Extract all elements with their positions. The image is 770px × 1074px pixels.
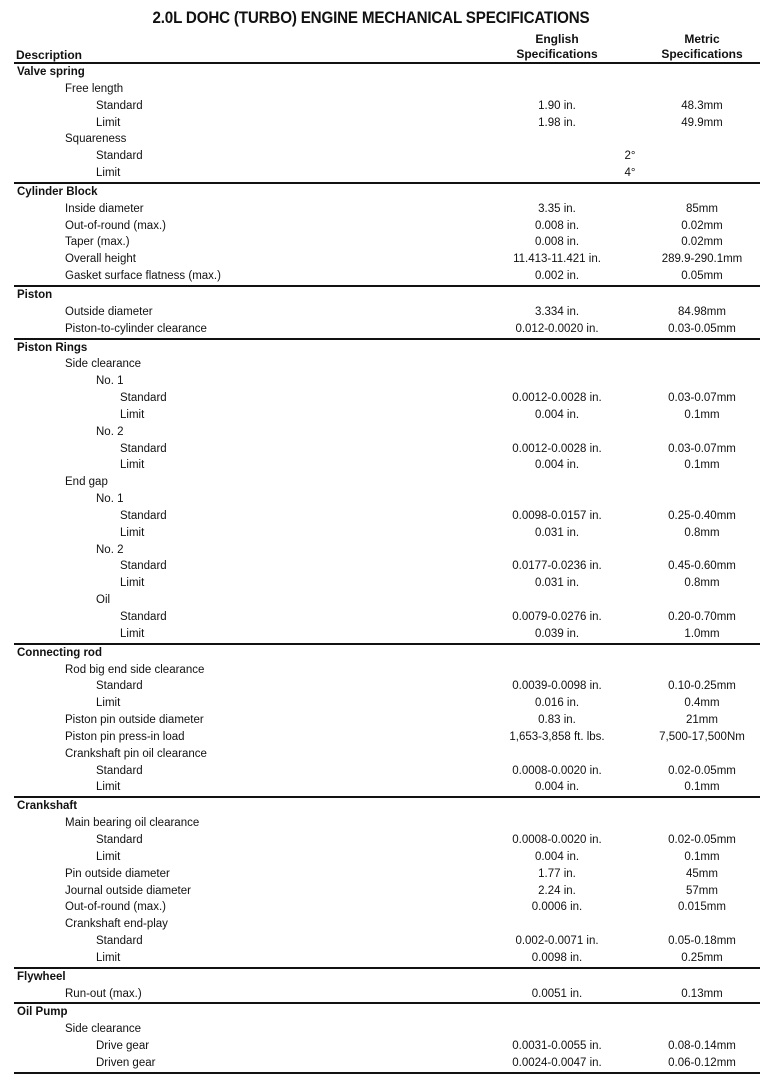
- section-title: Oil Pump: [17, 1006, 68, 1019]
- metric-value: 84.98mm: [678, 305, 726, 318]
- english-value: 0.0079-0.0276 in.: [512, 611, 602, 623]
- metric-value: 48.3mm: [681, 99, 723, 112]
- metric-value: 0.02-0.05mm: [668, 833, 736, 846]
- english-value: 0.008 in.: [534, 236, 580, 249]
- row-label: Crankshaft pin oil clearance: [65, 747, 207, 760]
- english-value: 0.016 in.: [534, 697, 580, 710]
- row-label: No. 1: [96, 375, 124, 388]
- column-header-description: Description: [16, 48, 83, 62]
- metric-value: 289.9-290.1mm: [661, 253, 743, 266]
- english-value: 1.98 in.: [538, 116, 576, 129]
- table-row: [14, 390, 760, 407]
- table-row: [14, 407, 760, 424]
- metric-value: 0.8mm: [684, 526, 720, 539]
- column-header-metric-line2: Specifications: [661, 47, 743, 61]
- metric-value: 0.1mm: [684, 781, 720, 794]
- section-header-row: [14, 64, 760, 81]
- row-label: Standard: [96, 764, 143, 777]
- table-row: [14, 678, 760, 695]
- metric-value: 0.02mm: [681, 219, 723, 232]
- row-label: Standard: [96, 833, 143, 846]
- english-value: 0.008 in.: [534, 219, 580, 232]
- row-label: Inside diameter: [65, 202, 144, 215]
- row-label: Standard: [96, 680, 143, 693]
- english-value: 0.0024-0.0047 in.: [512, 1056, 602, 1069]
- metric-value: 0.03-0.05mm: [668, 322, 736, 335]
- english-value: 0.0031-0.0055 in.: [512, 1040, 602, 1053]
- table-row: [14, 304, 760, 321]
- metric-value: 0.03-0.07mm: [668, 442, 736, 455]
- row-label: Limit: [96, 697, 121, 710]
- metric-value: 0.05-0.18mm: [668, 935, 736, 948]
- english-value: 0.0008-0.0020 in.: [512, 764, 602, 777]
- metric-value: 7,500-17,500Nm: [659, 730, 745, 743]
- table-row: [14, 115, 760, 132]
- english-value: 0.0098 in.: [531, 951, 583, 964]
- table-header: [14, 30, 760, 63]
- row-label: No. 1: [96, 493, 124, 506]
- column-header-metric: [637, 32, 767, 62]
- table-row: [14, 712, 760, 729]
- row-label: Free length: [65, 82, 124, 95]
- row-label: No. 2: [96, 425, 124, 438]
- section-title: Flywheel: [17, 970, 66, 983]
- row-label: Oil: [96, 594, 111, 607]
- metric-value: 0.02mm: [681, 236, 723, 249]
- section-title: Crankshaft: [17, 800, 78, 813]
- english-value: 0.0008-0.0020 in.: [512, 833, 602, 846]
- english-value: 0.002 in.: [534, 270, 580, 283]
- row-label: Side clearance: [65, 1023, 142, 1036]
- english-value: 2.24 in.: [538, 884, 576, 897]
- row-label: Driven gear: [96, 1056, 156, 1069]
- table-row: [14, 356, 760, 373]
- column-header-metric-line1: Metric: [684, 32, 720, 46]
- english-value: 0.0012-0.0028 in.: [512, 442, 602, 455]
- table-row: [14, 424, 760, 441]
- column-header-english-line1: English: [535, 32, 579, 46]
- table-row: [14, 98, 760, 115]
- table-row: [14, 899, 760, 916]
- metric-value: 0.015mm: [678, 901, 726, 914]
- section-header-row: [14, 338, 760, 357]
- row-label: Journal outside diameter: [65, 884, 191, 897]
- row-label: Limit: [120, 459, 145, 472]
- english-value: 0.004 in.: [534, 850, 580, 863]
- english-value: 0.0039-0.0098 in.: [512, 680, 602, 693]
- english-value: 1.90 in.: [538, 99, 576, 112]
- table-row: [14, 916, 760, 933]
- row-label: Standard: [120, 392, 167, 405]
- table-row: [14, 542, 760, 559]
- english-value: 0.004 in.: [534, 459, 580, 472]
- section-title: Valve spring: [17, 66, 85, 78]
- table-row: [14, 165, 760, 182]
- table-body: [14, 64, 760, 1074]
- english-value: 0.004 in.: [534, 408, 580, 421]
- table-row: [14, 883, 760, 900]
- row-label: Drive gear: [96, 1040, 150, 1053]
- english-value: 3.35 in.: [538, 202, 576, 215]
- table-row: [14, 251, 760, 268]
- table-row: [14, 474, 760, 491]
- row-label: Limit: [120, 408, 145, 421]
- column-header-english-line2: Specifications: [516, 47, 598, 61]
- metric-value: 0.45-0.60mm: [668, 560, 736, 573]
- table-row: [14, 201, 760, 218]
- english-value: 0.0012-0.0028 in.: [512, 392, 602, 405]
- metric-value: 0.08-0.14mm: [668, 1040, 736, 1053]
- row-label: Limit: [96, 951, 121, 964]
- row-label: Outside diameter: [65, 305, 153, 318]
- row-label: Standard: [120, 509, 167, 522]
- english-value: 0.002-0.0071 in.: [515, 935, 599, 948]
- shared-value: 4°: [624, 167, 636, 180]
- metric-value: 0.8mm: [684, 577, 720, 590]
- table-row: [14, 592, 760, 609]
- metric-value: 0.1mm: [684, 459, 720, 472]
- row-label: Pin outside diameter: [65, 867, 170, 880]
- table-row: [14, 441, 760, 458]
- english-value: 0.039 in.: [534, 627, 580, 640]
- table-row: [14, 268, 760, 285]
- metric-value: 0.06-0.12mm: [668, 1056, 736, 1069]
- section-header-row: [14, 285, 760, 304]
- metric-value: 0.10-0.25mm: [668, 680, 736, 693]
- section-header-row: [14, 1002, 760, 1021]
- metric-value: 85mm: [686, 202, 718, 215]
- table-row: [14, 558, 760, 575]
- metric-value: 0.4mm: [684, 697, 720, 710]
- metric-value: 0.05mm: [681, 270, 723, 283]
- section-title: Piston Rings: [17, 341, 88, 354]
- english-value: 0.031 in.: [534, 577, 580, 590]
- table-row: [14, 491, 760, 508]
- metric-value: 1.0mm: [684, 627, 720, 640]
- english-value: 1.77 in.: [538, 867, 576, 880]
- table-row: [14, 1021, 760, 1038]
- metric-value: 45mm: [686, 867, 718, 880]
- section-header-row: [14, 796, 760, 815]
- row-label: Out-of-round (max.): [65, 901, 166, 914]
- metric-value: 49.9mm: [681, 116, 723, 129]
- row-label: No. 2: [96, 543, 124, 556]
- english-value: 11.413-11.421 in.: [513, 253, 601, 266]
- row-label: Piston-to-cylinder clearance: [65, 322, 207, 335]
- table-row: [14, 832, 760, 849]
- page-title: 2.0L DOHC (TURBO) ENGINE MECHANICAL SPECIFICATIONS: [152, 9, 590, 27]
- english-value: 3.334 in.: [534, 305, 580, 318]
- row-label: Standard: [120, 611, 167, 623]
- section-title: Piston: [17, 288, 53, 301]
- row-label: Limit: [96, 116, 121, 129]
- row-label: Standard: [96, 150, 143, 163]
- section-title: Cylinder Block: [17, 185, 98, 198]
- table-row: [14, 457, 760, 474]
- row-label: Limit: [120, 526, 145, 539]
- table-row: [14, 81, 760, 98]
- row-label: Run-out (max.): [65, 987, 142, 1000]
- row-label: Piston pin outside diameter: [65, 714, 204, 727]
- row-label: Taper (max.): [65, 236, 130, 249]
- metric-value: 57mm: [686, 884, 718, 897]
- row-label: Limit: [96, 850, 121, 863]
- row-label: Crankshaft end-play: [65, 918, 168, 931]
- metric-value: 0.25-0.40mm: [668, 509, 736, 522]
- row-label: Standard: [120, 560, 167, 573]
- metric-value: 0.1mm: [684, 850, 720, 863]
- row-label: Side clearance: [65, 358, 142, 371]
- english-value: 0.83 in.: [538, 714, 576, 727]
- table-row: [14, 933, 760, 950]
- table-row: [14, 1038, 760, 1055]
- row-label: Squareness: [65, 133, 127, 146]
- column-header-english: [492, 32, 622, 62]
- row-label: Out-of-round (max.): [65, 219, 166, 232]
- table-row: [14, 525, 760, 542]
- row-label: Limit: [120, 577, 145, 590]
- metric-value: 0.20-0.70mm: [668, 611, 736, 623]
- english-value: 0.0098-0.0157 in.: [512, 509, 602, 522]
- table-row: [14, 986, 760, 1003]
- row-label: Piston pin press-in load: [65, 730, 185, 743]
- table-row: [14, 148, 760, 165]
- metric-value: 21mm: [686, 714, 718, 727]
- metric-value: 0.13mm: [681, 987, 723, 1000]
- english-value: 0.0006 in.: [531, 901, 583, 914]
- metric-value: 0.25mm: [681, 951, 723, 964]
- table-row: [14, 508, 760, 525]
- english-value: 1,653-3,858 ft. lbs.: [509, 730, 605, 743]
- table-bottom-rule: [14, 1072, 760, 1074]
- row-label: Limit: [96, 167, 121, 180]
- english-value: 0.0177-0.0236 in.: [512, 560, 602, 573]
- table-row: [14, 815, 760, 832]
- table-row: [14, 575, 760, 592]
- row-label: Standard: [120, 442, 167, 455]
- table-row: [14, 131, 760, 148]
- shared-value: 2°: [624, 150, 636, 163]
- table-row: [14, 218, 760, 235]
- row-label: Gasket surface flatness (max.): [65, 270, 221, 283]
- english-value: 0.012-0.0020 in.: [515, 322, 599, 335]
- english-value: 0.004 in.: [534, 781, 580, 794]
- section-header-row: [14, 643, 760, 662]
- section-header-row: [14, 182, 760, 201]
- metric-value: 0.02-0.05mm: [668, 764, 736, 777]
- table-row: [14, 729, 760, 746]
- table-row: [14, 1055, 760, 1072]
- metric-value: 0.1mm: [684, 408, 720, 421]
- section-title: Connecting rod: [17, 646, 102, 659]
- english-value: 0.031 in.: [534, 526, 580, 539]
- table-row: [14, 779, 760, 796]
- row-label: Limit: [120, 627, 145, 640]
- table-row: [14, 695, 760, 712]
- table-row: [14, 763, 760, 780]
- table-row: [14, 866, 760, 883]
- table-row: [14, 321, 760, 338]
- row-label: Limit: [96, 781, 121, 794]
- section-header-row: [14, 967, 760, 986]
- table-row: [14, 662, 760, 679]
- table-row: [14, 950, 760, 967]
- row-label: Main bearing oil clearance: [65, 817, 200, 830]
- table-row: [14, 626, 760, 643]
- row-label: Standard: [96, 935, 143, 948]
- table-row: [14, 609, 760, 626]
- row-label: Overall height: [65, 253, 136, 266]
- table-row: [14, 849, 760, 866]
- row-label: End gap: [65, 476, 108, 489]
- table-row: [14, 234, 760, 251]
- row-label: Rod big end side clearance: [65, 663, 205, 676]
- english-value: 0.0051 in.: [531, 987, 583, 1000]
- table-row: [14, 373, 760, 390]
- table-row: [14, 746, 760, 763]
- row-label: Standard: [96, 99, 143, 112]
- metric-value: 0.03-0.07mm: [668, 392, 736, 405]
